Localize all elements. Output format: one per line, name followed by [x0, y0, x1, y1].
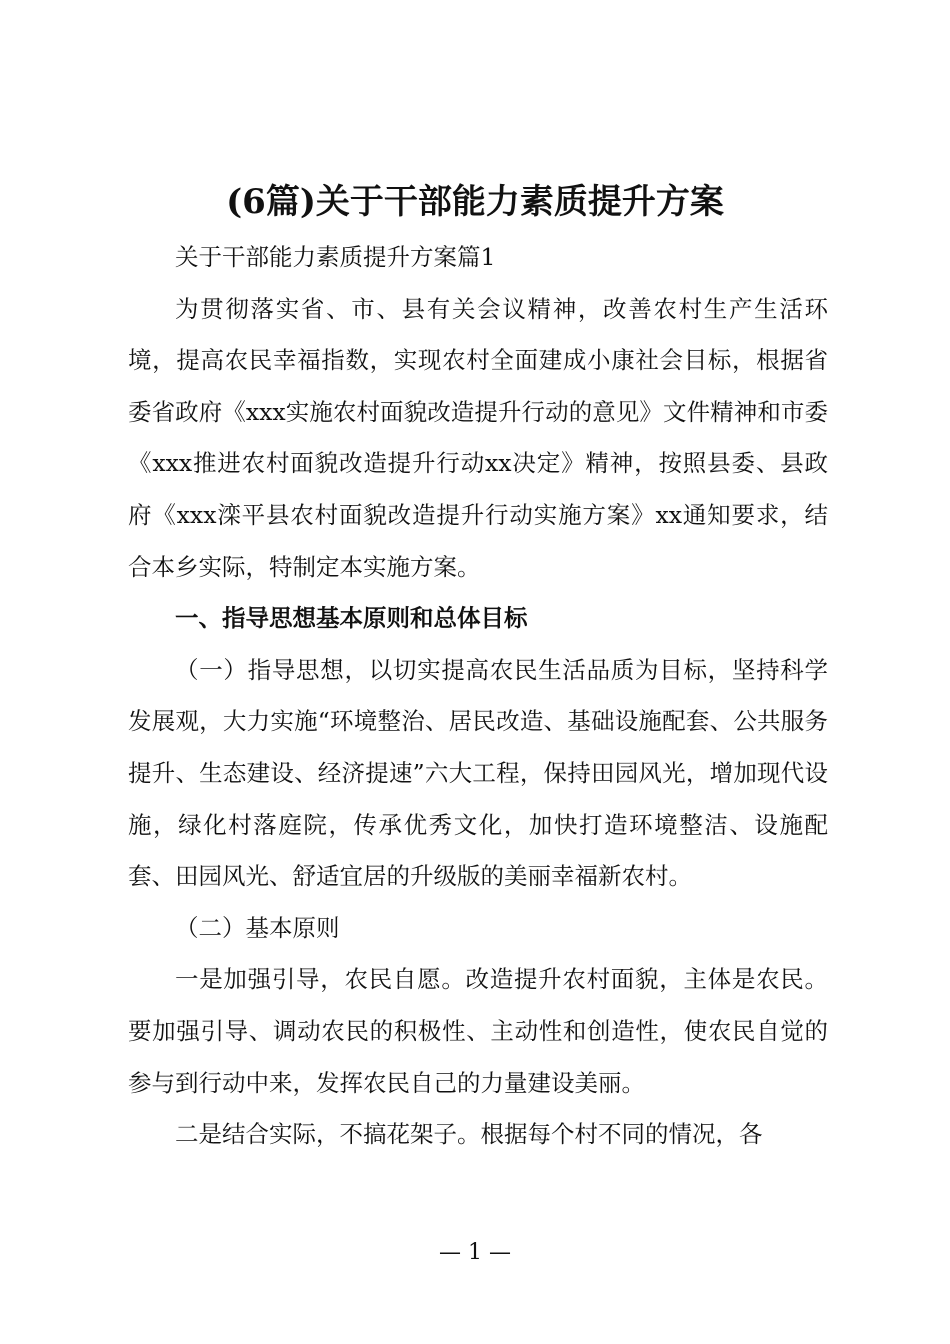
intro-paragraph: 为贯彻落实省、市、县有关会议精神，改善农村生产生活环境，提高农民幸福指数，实现农村全面建成小康社会目标，根据省委省政府《xxx实施农村面貌改造提升行动的意见》文件精神和市委《xxx推进农村面貌改造提升行动xx决定》精神，按照县委、县政府《xxx滦平县农村面貌改造提升行动实施方案》xx通知要求，结合本乡实际，特制定本实施方案。 [128, 294, 828, 581]
subtitle-paragraph: 关于干部能力素质提升方案篇1 [175, 243, 496, 271]
basic-principles-heading: （二）基本原则 [175, 913, 340, 942]
section-heading: 一、指导思想基本原则和总体目标 [175, 604, 528, 633]
document-body [128, 232, 828, 1161]
principle-one-paragraph: 一是加强引导，农民自愿。改造提升农村面貌，主体是农民。要加强引导、调动农民的积极性、主动性和创造性，使农民自觉的参与到行动中来，发挥农民自己的力量建设美丽。 [128, 965, 828, 1097]
page-number: — 1 — [439, 1240, 511, 1265]
document-title: (6篇)关于干部能力素质提升方案 [226, 182, 724, 222]
principle-two-paragraph: 二是结合实际，不搞花架子。根据每个村不同的情况，各 [175, 1120, 763, 1149]
guiding-thought-paragraph: （一）指导思想，以切实提高农民生活品质为目标，坚持科学发展观，大力实施“环境整治、居民改造、基础设施配套、公共服务提升、生态建设、经济提速”六大工程，保持田园风光，增加现代设施，绿化村落庭院，传承优秀文化，加快打造环境整洁、设施配套、田园风光、舒适宜居的升级版的美丽幸福新农村。 [128, 655, 828, 891]
